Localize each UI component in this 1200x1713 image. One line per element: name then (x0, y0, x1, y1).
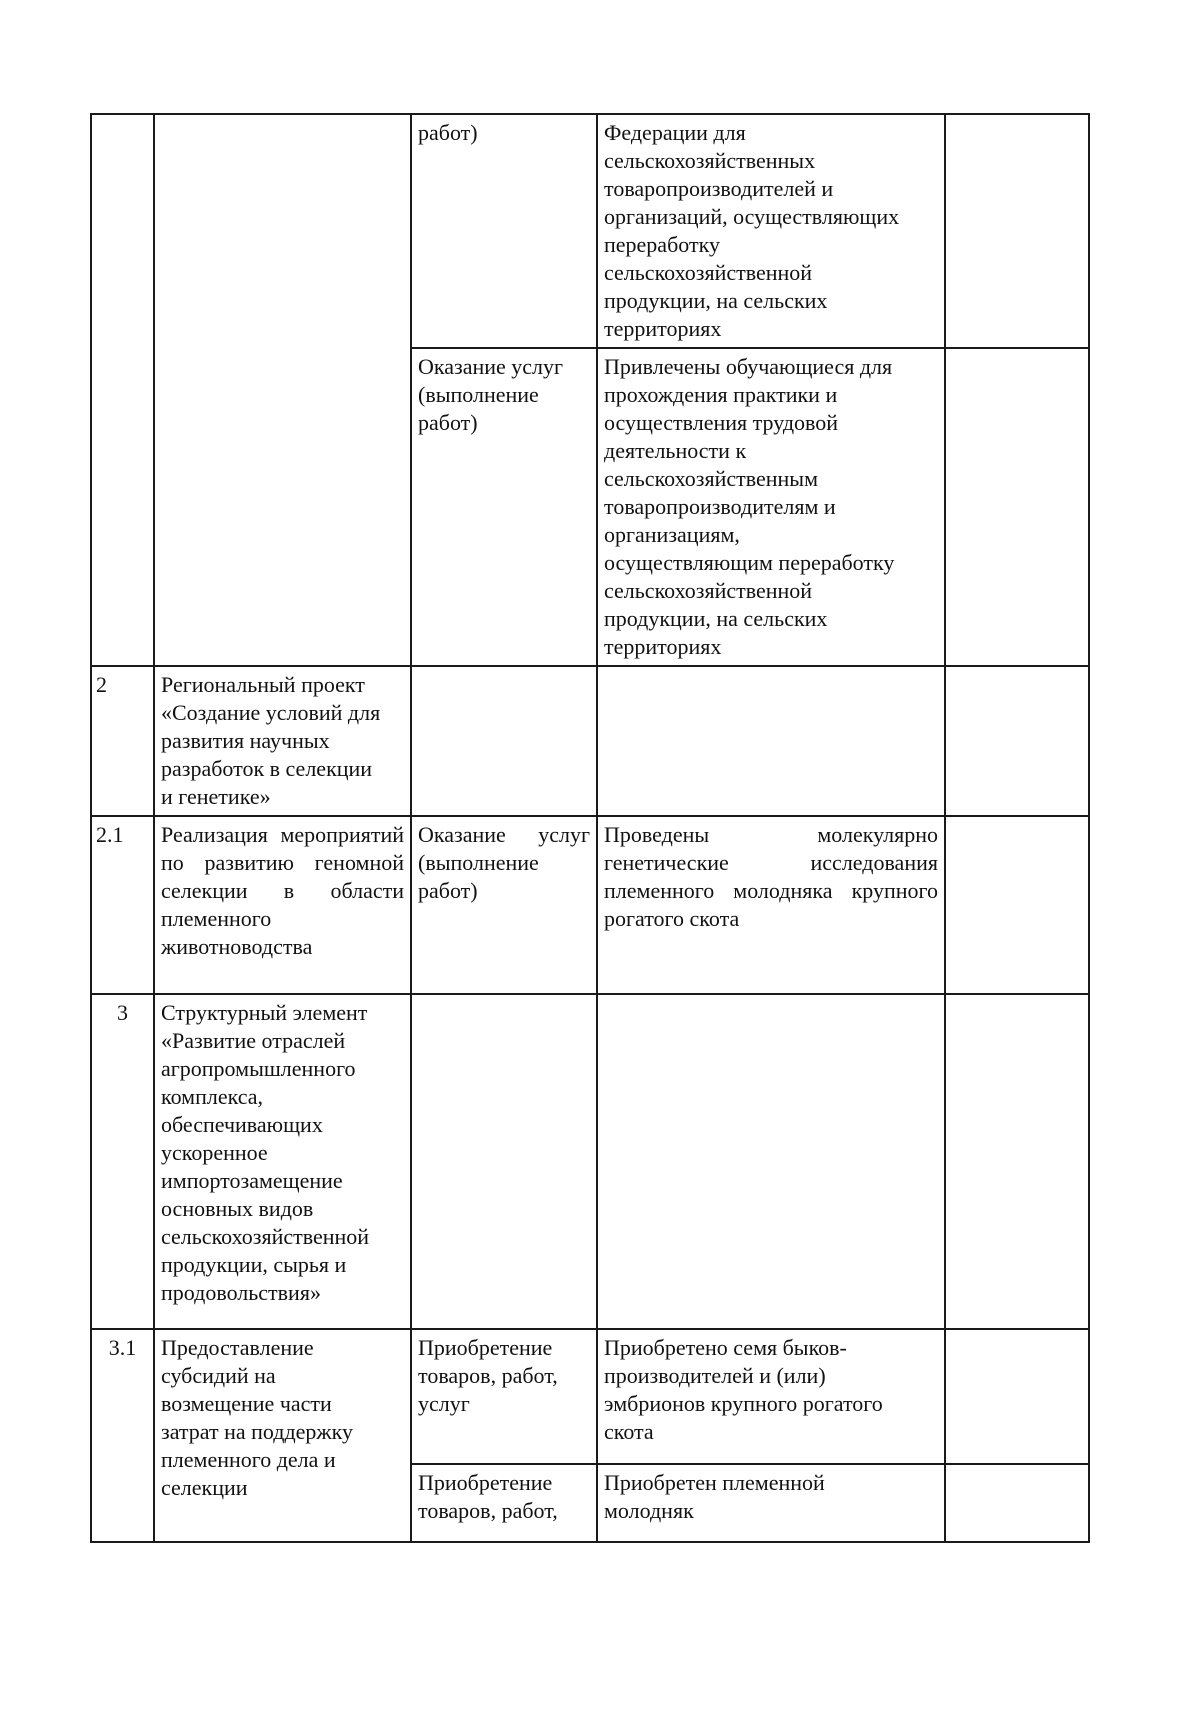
type-cell (411, 114, 597, 348)
name-cell (154, 666, 411, 816)
type-text: Оказание услуг (выполнение работ) (418, 822, 590, 903)
num-cell (91, 666, 154, 816)
row-number: 3.1 (108, 1335, 137, 1360)
table-row (91, 666, 1089, 816)
extra-cell (945, 114, 1089, 348)
result-text: Приобретено семя быков- производителей и (или) эмбрионов крупного рогатого скота (604, 1335, 883, 1444)
type-cell (411, 666, 597, 816)
row-number: 2 (96, 672, 107, 697)
name-cell (154, 1329, 411, 1542)
row-number: 3 (117, 1000, 128, 1025)
extra-cell (945, 666, 1089, 816)
name-text: Предоставление субсидий на возмещение части затрат на поддержку племенного дела и селекции (161, 1335, 353, 1500)
row-number: 2.1 (96, 822, 124, 847)
result-text: Приобретен племенной молодняк (604, 1470, 825, 1523)
type-cell (411, 1464, 597, 1542)
result-cell (597, 348, 945, 666)
result-text: Федерации для сельскохозяйственных товаропроизводителей и организаций, осуществляющих переработку сельскохозяйственной продукции, на сельских территориях (604, 120, 900, 341)
table-row (91, 816, 1089, 994)
table-row (91, 994, 1089, 1329)
result-cell (597, 1329, 945, 1464)
name-text: Реализация мероприятий по развитию геномной селекции в области племенного животноводства (161, 822, 404, 959)
type-cell (411, 816, 597, 994)
name-cell (154, 816, 411, 994)
result-cell (597, 114, 945, 348)
num-cell (91, 994, 154, 1329)
extra-cell (945, 1329, 1089, 1464)
type-text: Приобретение товаров, работ, (418, 1470, 558, 1523)
type-cell (411, 1329, 597, 1464)
num-cell (91, 816, 154, 994)
result-cell (597, 666, 945, 816)
type-text: Приобретение товаров, работ, услуг (418, 1335, 558, 1416)
table-row (91, 114, 1089, 348)
extra-cell (945, 994, 1089, 1329)
extra-cell (945, 816, 1089, 994)
result-text: Привлечены обучающиеся для прохождения практики и осуществления трудовой деятельности к сельскохозяйственным товаропроизводителям и организациям, осуществляющим переработку сельскохозяйственной продукции, на сельских территориях (604, 354, 895, 659)
name-cell (154, 114, 411, 666)
name-text: Структурный элемент «Развитие отраслей агропромышленного комплекса, обеспечивающих ускоренное импортозамещение основных видов сельскохозяйственной продукции, сырья и продовольствия» (161, 1000, 370, 1305)
type-text: Оказание услуг (выполнение работ) (418, 354, 564, 435)
result-text: Проведены молекулярно генетические исследования племенного молодняка крупного рогатого скота (604, 822, 938, 931)
type-cell (411, 994, 597, 1329)
result-cell (597, 816, 945, 994)
result-cell (597, 1464, 945, 1542)
name-text: Региональный проект «Создание условий для развития научных разработок в селекции и генетике» (161, 672, 381, 809)
extra-cell (945, 1464, 1089, 1542)
name-cell (154, 994, 411, 1329)
type-cell (411, 348, 597, 666)
table-row (91, 1329, 1089, 1464)
num-cell (91, 114, 154, 666)
num-cell (91, 1329, 154, 1542)
measures-table (90, 113, 1090, 1543)
extra-cell (945, 348, 1089, 666)
type-text: работ) (418, 120, 478, 145)
result-cell (597, 994, 945, 1329)
